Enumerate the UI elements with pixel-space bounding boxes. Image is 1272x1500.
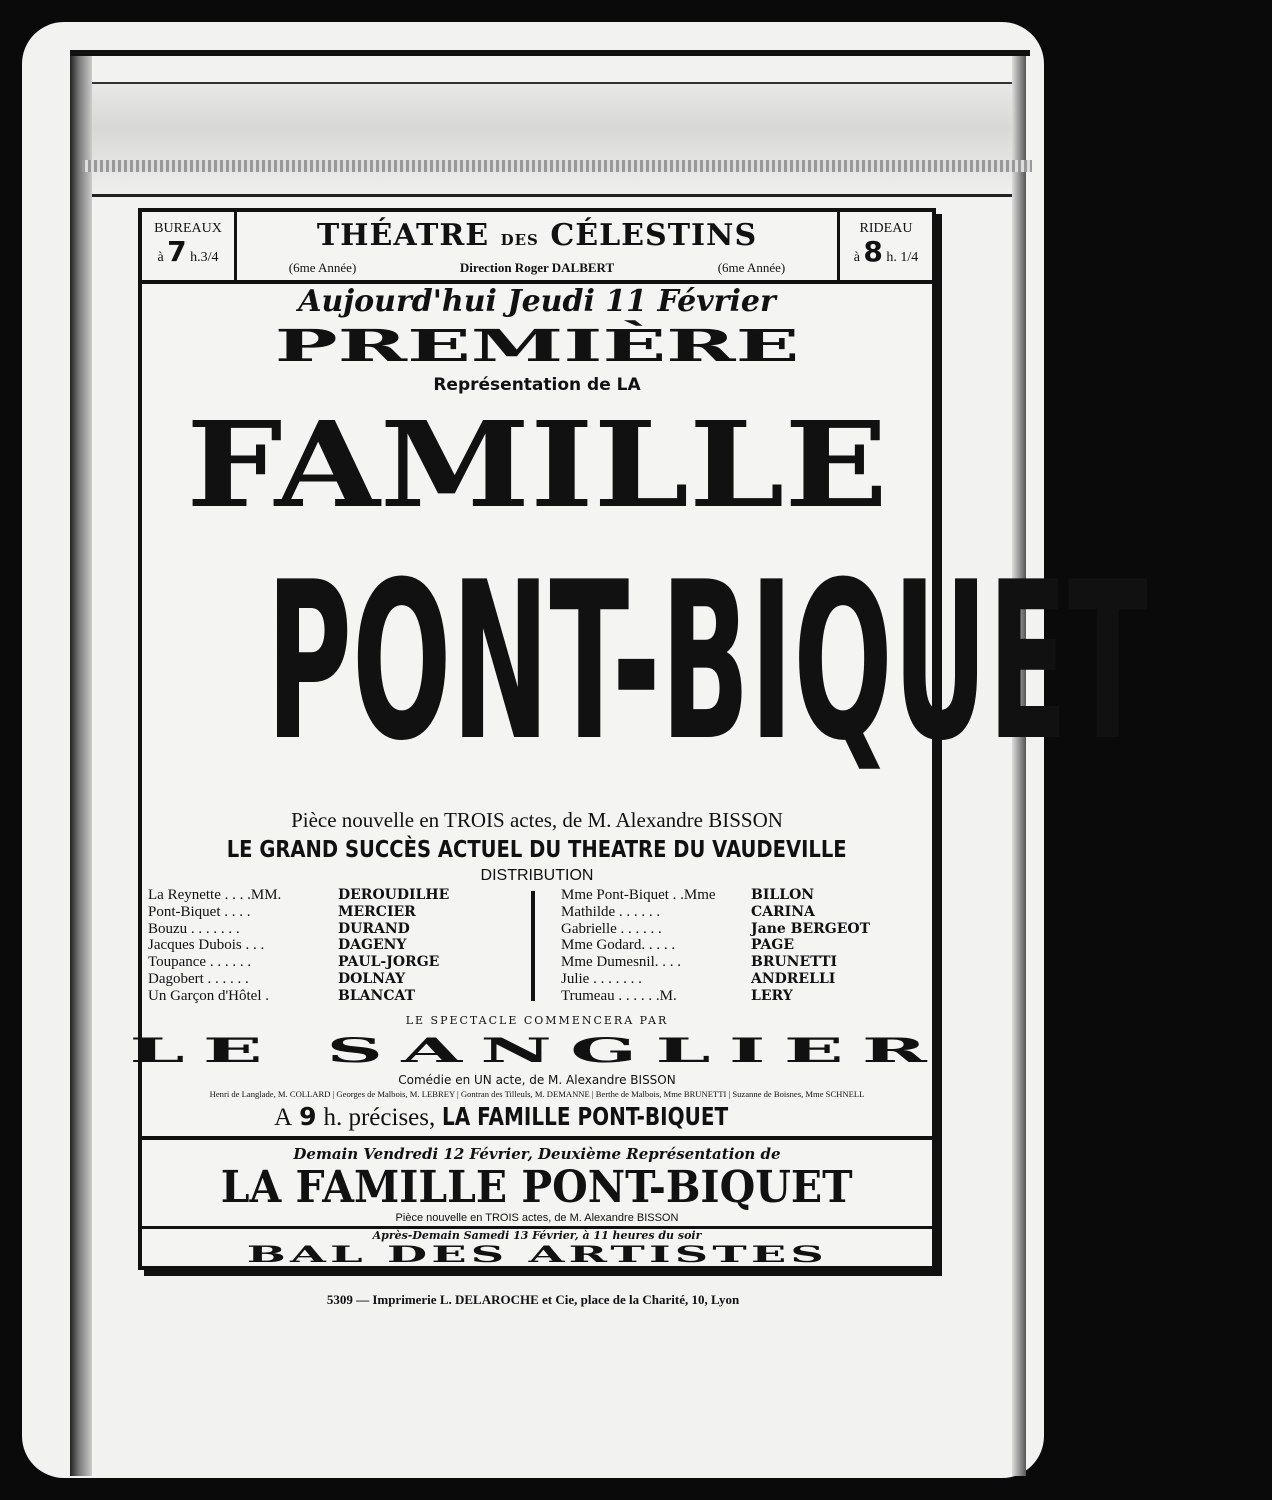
- bureaux-suffix: h.3/4: [190, 250, 219, 265]
- succes-line: [142, 837, 932, 863]
- cast-row: [148, 971, 505, 988]
- bureaux-label: BUREAUX: [154, 221, 222, 236]
- cast-role: Julie . . . . . . .: [561, 970, 642, 987]
- cast-role: Jacques Dubois . . .: [148, 937, 265, 954]
- bureaux-box: [142, 212, 234, 280]
- piece-line: Pièce nouvelle en TROIS actes, de M. Alexandre BISSON: [291, 808, 783, 832]
- rideau-suffix: h. 1/4: [886, 250, 919, 265]
- tomorrow-title-text: LA FAMILLE PONT-BIQUET: [221, 1162, 853, 1213]
- theatre-name-2: CÉLESTINS: [550, 218, 758, 253]
- title-famille-text: FAMILLE: [186, 395, 888, 534]
- opener-title: [129, 1030, 945, 1072]
- left-edge: [70, 56, 92, 1476]
- cast-role: Bouzu . . . . . . .: [148, 920, 240, 937]
- cast-actor: DEROUDILHE: [338, 887, 450, 903]
- bal-title-text: BAL DES ARTISTES: [246, 1242, 828, 1268]
- opener-title-text: LE SANGLIER: [129, 1031, 945, 1071]
- time-title: LA FAMILLE PONT-BIQUET: [442, 1102, 729, 1131]
- printer-footer: 5309 — Imprimerie L. DELAROCHE et Cie, place de la Charité, 10, Lyon: [326, 1292, 740, 1307]
- cast-role: Mme Dumesnil. . . .: [561, 954, 681, 971]
- direction: Direction Roger DALBERT: [459, 260, 615, 275]
- time-hour: 9: [299, 1102, 317, 1131]
- top-band: [70, 50, 1030, 56]
- tomorrow-title: [142, 1162, 932, 1213]
- cast-row: [561, 954, 918, 971]
- theatre-name-1: THÉATRE: [316, 218, 490, 253]
- rideau-hour: 8: [863, 235, 883, 268]
- cast-row: [561, 904, 918, 921]
- theatre-name-des: DES: [500, 231, 539, 249]
- cast-row: [561, 988, 918, 1005]
- rideau-prefix: à: [853, 250, 860, 265]
- cast-actor: PAUL-JORGE: [338, 954, 440, 971]
- cast-row: [561, 921, 918, 938]
- theatre-box: [234, 212, 840, 280]
- poster: [129, 208, 1148, 1270]
- time-prefix: A: [274, 1104, 293, 1131]
- cast-row: [148, 937, 505, 954]
- cast-actor: DURAND: [338, 920, 410, 937]
- cast-role: Dagobert . . . . . .: [148, 970, 249, 987]
- annee-left: (6me Année): [288, 260, 357, 275]
- premiere-text: PREMIÈRE: [274, 321, 800, 372]
- cast-role: Pont-Biquet . . . .: [148, 903, 251, 920]
- folded-paper: [92, 82, 1012, 197]
- cast-role: Mathilde . . . . . .: [561, 903, 661, 920]
- rideau-box: [840, 212, 932, 280]
- date-line: Aujourd'hui Jeudi 11 Février: [298, 284, 776, 319]
- cast-actor: ANDRELLI: [751, 970, 836, 987]
- cast-role: Gabrielle . . . . . .: [561, 920, 662, 937]
- tomorrow-date: Demain Vendredi 12 Février, Deuxième Représentation de: [293, 1145, 781, 1163]
- bureaux-hour: 7: [167, 235, 187, 268]
- cast-role: Toupance . . . . . .: [148, 954, 252, 971]
- cast-actor: BILLON: [751, 887, 815, 903]
- photograph-frame: [22, 22, 1148, 1478]
- rideau-label: RIDEAU: [859, 221, 913, 236]
- cast-actor: BLANCAT: [338, 987, 415, 1004]
- cast-role: Mme Godard. . . . .: [561, 937, 676, 954]
- bureaux-prefix: à: [157, 250, 164, 265]
- cast-actor: DAGENY: [338, 937, 407, 954]
- cast-row: [561, 971, 918, 988]
- bal-title: [142, 1243, 932, 1267]
- poster-header: [142, 212, 932, 284]
- cast-divider: [531, 891, 535, 1001]
- cast-role: Un Garçon d'Hôtel .: [148, 987, 270, 1004]
- cast-row: [148, 954, 505, 971]
- distribution-label: DISTRIBUTION: [480, 867, 594, 884]
- tomorrow-subtitle: Pièce nouvelle en TROIS actes, de M. Alexandre BISSON: [395, 1212, 679, 1224]
- rule: [142, 1136, 932, 1140]
- annee-right: (6me Année): [717, 260, 786, 275]
- cast-row: [148, 988, 505, 1005]
- premiere-heading: [142, 322, 932, 372]
- cast-role: La Reynette . . . .MM.: [148, 887, 282, 903]
- theatre-name: [237, 216, 837, 260]
- cast-actor: MERCIER: [338, 903, 416, 920]
- representation-line: Représentation de LA: [433, 375, 641, 395]
- cast-role: Mme Pont-Biquet . .Mme: [561, 887, 716, 903]
- cast-actor: CARINA: [751, 903, 815, 920]
- cast-right: [561, 887, 918, 1005]
- cast-list: [148, 887, 918, 1005]
- cast-row: [148, 904, 505, 921]
- opener-cast: Henri de Langlade, M. COLLARD | Georges de Malbois, M. LEBREY | Gontran des Tilleuls, M. DEMANNE | Berthe de Malbois, Mme BRUNETTI | Suzanne de Boisnes, Mme SCHNELL: [209, 1089, 865, 1099]
- opener-subtitle: Comédie en UN acte, de M. Alexandre BISSON: [398, 1073, 676, 1087]
- cast-actor: LERY: [751, 987, 793, 1004]
- title-pont-biquet-text: PONT-BIQUET: [266, 536, 1148, 790]
- cast-row: [148, 921, 505, 938]
- cast-actor: Jane BERGEOT: [751, 920, 871, 937]
- bal-date: Après-Demain Samedi 13 Février, à 11 heures du soir: [372, 1229, 702, 1242]
- succes-text: LE GRAND SUCCÈS ACTUEL DU THEATRE DU VAUDEVILLE: [227, 837, 847, 863]
- cast-row: [561, 887, 918, 904]
- cast-role: Trumeau . . . . . .M.: [561, 987, 677, 1004]
- cast-actor: DOLNAY: [338, 970, 406, 987]
- title-pont-biquet: [142, 536, 1148, 790]
- cast-row: [561, 937, 918, 954]
- opener-intro: LE SPECTACLE COMMENCERA PAR: [405, 1014, 669, 1027]
- cast-left: [148, 887, 505, 1005]
- rail: [82, 160, 1032, 172]
- cast-actor: PAGE: [751, 937, 794, 954]
- opener-time: [142, 1102, 932, 1133]
- time-suffix: h. précises,: [323, 1104, 436, 1131]
- cast-actor: BRUNETTI: [751, 954, 838, 971]
- cast-row: [148, 887, 505, 904]
